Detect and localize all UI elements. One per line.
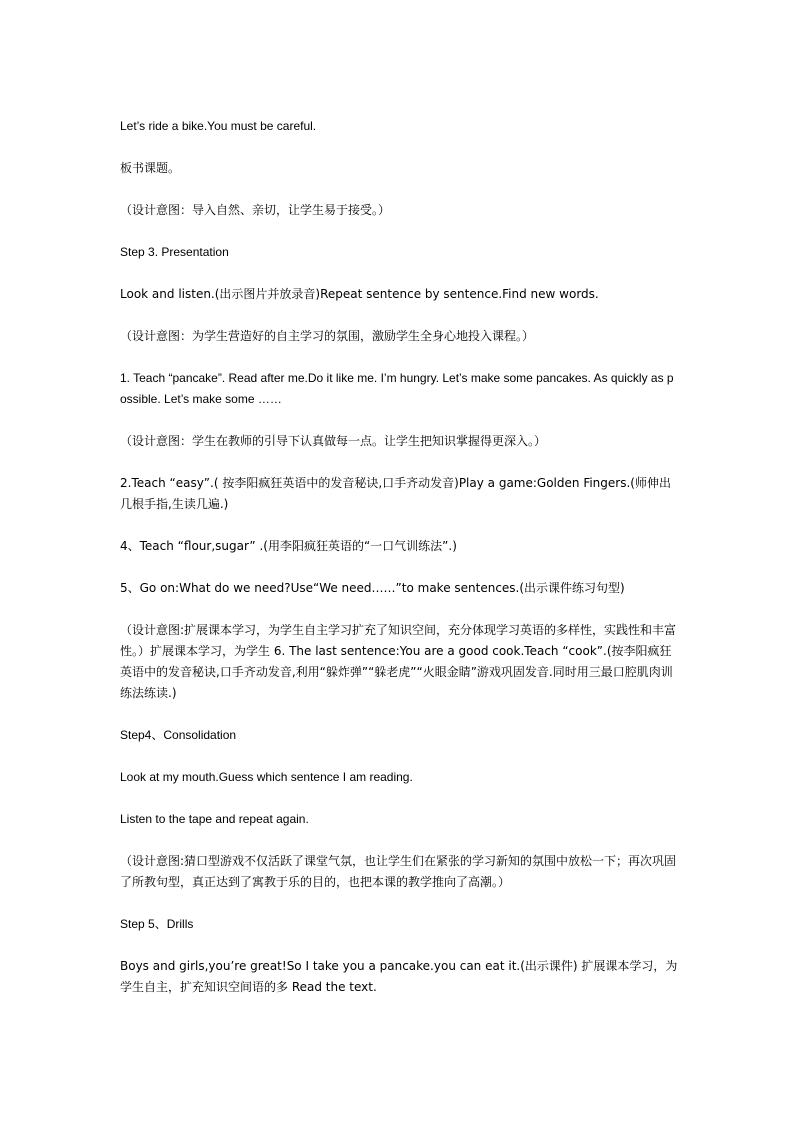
paragraph-design-intent-1: （设计意图：导入自然、亲切，让学生易于接受。） (120, 203, 391, 217)
paragraph-teach-flour-sugar: 4、Teach “flour,sugar” .(用李阳疯狂英语的“一口气训练法”.) (120, 539, 457, 553)
paragraph-design-intent-3: （设计意图：学生在教师的引导下认真做每一点。让学生把知识掌握得更深入。） (120, 434, 547, 448)
paragraph-board-title: 板书课题。 (120, 161, 181, 175)
heading-step-5: Step 5、Drills (120, 917, 194, 931)
paragraph-teach-pancake: 1. Teach “pancake”. Read after me.Do it like me. I’m hungry. Let’s make some pancakes. As quickly as possible. Let’s make some …… (120, 371, 674, 406)
paragraph-design-intent-2: （设计意图：为学生营造好的自主学习的氛围，激励学生全身心地投入课程。） (120, 329, 535, 343)
paragraph-design-intent-5: （设计意图:猜口型游戏不仅活跃了课堂气氛，也让学生们在紧张的学习新知的氛围中放松一下；再次巩固了所教句型，真正达到了寓教于乐的目的，也把本课的教学推向了高潮。） (120, 854, 677, 889)
paragraph-teach-easy: 2.Teach “easy”.( 按李阳疯狂英语中的发音秘诀,口手齐动发音)Play a game:Golden Fingers.(师伸出几根手指,生读几遍.) (120, 476, 671, 511)
heading-step-3: Step 3. Presentation (120, 245, 229, 259)
paragraph-intro: Let’s ride a bike.You must be careful. (120, 119, 317, 133)
paragraph-look-listen: Look and listen.(出示图片并放录音)Repeat sentence by sentence.Find new words. (120, 287, 599, 301)
paragraph-listen-tape: Listen to the tape and repeat again. (120, 812, 309, 826)
paragraph-go-on: 5、Go on:What do we need?Use“We need……”to make sentences.(出示课件练习句型) (120, 581, 625, 595)
heading-step-4: Step4、Consolidation (120, 728, 237, 742)
paragraph-design-intent-4: （设计意图:扩展课本学习，为学生自主学习扩充了知识空间，充分体现学习英语的多样性，实践性和丰富性。）扩展课本学习，为学生 6. The last sentence:You are a good cook.Teach “cook”.(按李阳疯狂英语中的发音秘诀,口手齐动发音,利用“躲炸弹”“躲老虎”“火眼金睛”游戏巩固发音.同时用三最口腔肌肉训练法练读.) (120, 623, 677, 700)
document-body (120, 116, 680, 1019)
paragraph-look-mouth: Look at my mouth.Guess which sentence I am reading. (120, 770, 413, 784)
paragraph-boys-girls: Boys and girls,you’re great!So I take you a pancake.you can eat it.(出示课件) 扩展课本学习，为学生自主，扩充知识空间语的多 Read the text. (120, 959, 678, 994)
